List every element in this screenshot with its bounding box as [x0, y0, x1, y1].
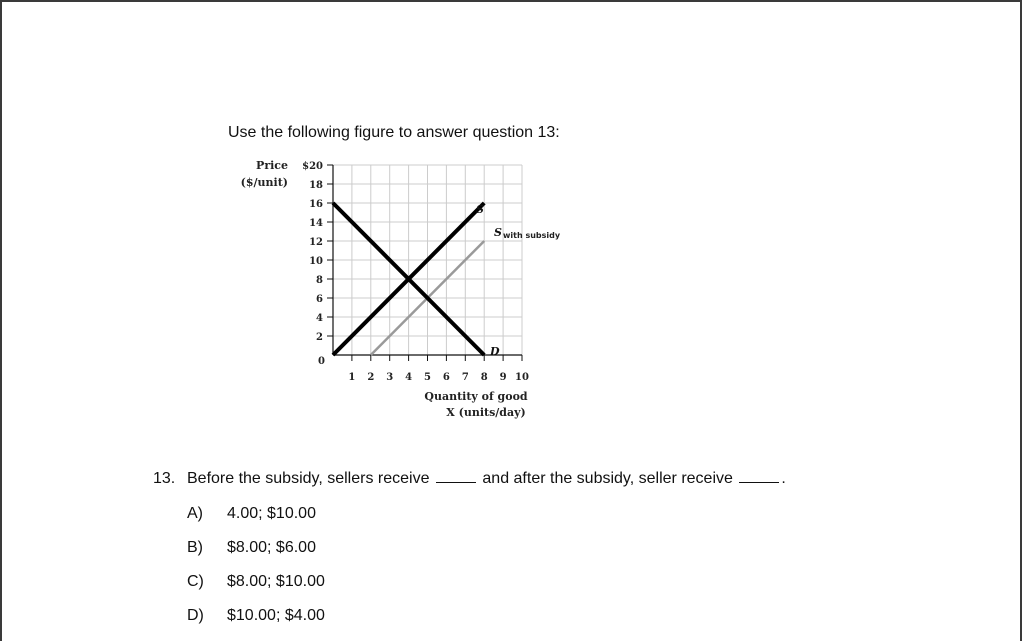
- y-tick-label: 4: [316, 313, 323, 324]
- x-tick-label: 9: [499, 372, 507, 383]
- x-tick-label: 1: [348, 372, 356, 383]
- option-letter: D): [187, 607, 204, 624]
- option-text: $10.00; $4.00: [227, 607, 325, 624]
- y-tick-label: 2: [316, 332, 323, 343]
- y-tick-label: 8: [316, 275, 323, 286]
- y-tick-label: 6: [316, 294, 323, 305]
- question-number: 13.: [153, 470, 176, 487]
- x-axis-title: X (units/day): [446, 406, 526, 419]
- y-axis-title: ($/unit): [240, 176, 288, 189]
- x-tick-label: 10: [515, 372, 529, 383]
- x-tick-label: 6: [442, 372, 450, 383]
- y-axis-title: Price: [256, 159, 288, 172]
- x-tick-label: 2: [367, 372, 375, 383]
- option-letter: B): [187, 539, 203, 556]
- y-tick-label: $20: [302, 161, 323, 172]
- x-tick-label: 4: [405, 372, 413, 383]
- x-axis-title: Quantity of good: [424, 390, 528, 403]
- blank-1: [436, 470, 476, 483]
- answer-options: [187, 505, 325, 641]
- question-text-part2: and after the subsidy, seller receive: [482, 470, 733, 487]
- y-tick-label: 10: [309, 256, 323, 267]
- option-a[interactable]: [187, 505, 325, 539]
- option-d[interactable]: [187, 607, 325, 641]
- option-b[interactable]: [187, 539, 325, 573]
- y-tick-label: 0: [318, 356, 325, 367]
- option-c[interactable]: [187, 573, 325, 607]
- demand-label: D: [490, 345, 500, 358]
- option-text: $8.00; $10.00: [227, 573, 325, 590]
- option-letter: A): [187, 505, 203, 522]
- question-text-end: .: [781, 470, 786, 487]
- option-text: $8.00; $6.00: [227, 539, 316, 556]
- x-tick-label: 8: [480, 372, 488, 383]
- y-tick-label: 18: [309, 180, 323, 191]
- x-tick-label: 5: [424, 372, 431, 383]
- option-text: 4.00; $10.00: [227, 505, 316, 522]
- question-text-part1: Before the subsidy, sellers receive: [187, 470, 430, 487]
- x-tick-label: 3: [386, 372, 394, 383]
- y-tick-label: 12: [309, 237, 323, 248]
- subsidy-label: S: [494, 226, 502, 239]
- subsidy-label-sub: with subsidy: [503, 231, 561, 240]
- y-tick-label: 16: [309, 199, 323, 210]
- intro-text: Use the following figure to answer question 13:: [228, 124, 560, 141]
- question-13: [153, 470, 786, 488]
- blank-2: [739, 470, 779, 483]
- supply-label: S: [476, 203, 484, 216]
- x-tick-label: 7: [461, 372, 469, 383]
- option-letter: C): [187, 573, 204, 590]
- y-tick-label: 14: [309, 218, 323, 229]
